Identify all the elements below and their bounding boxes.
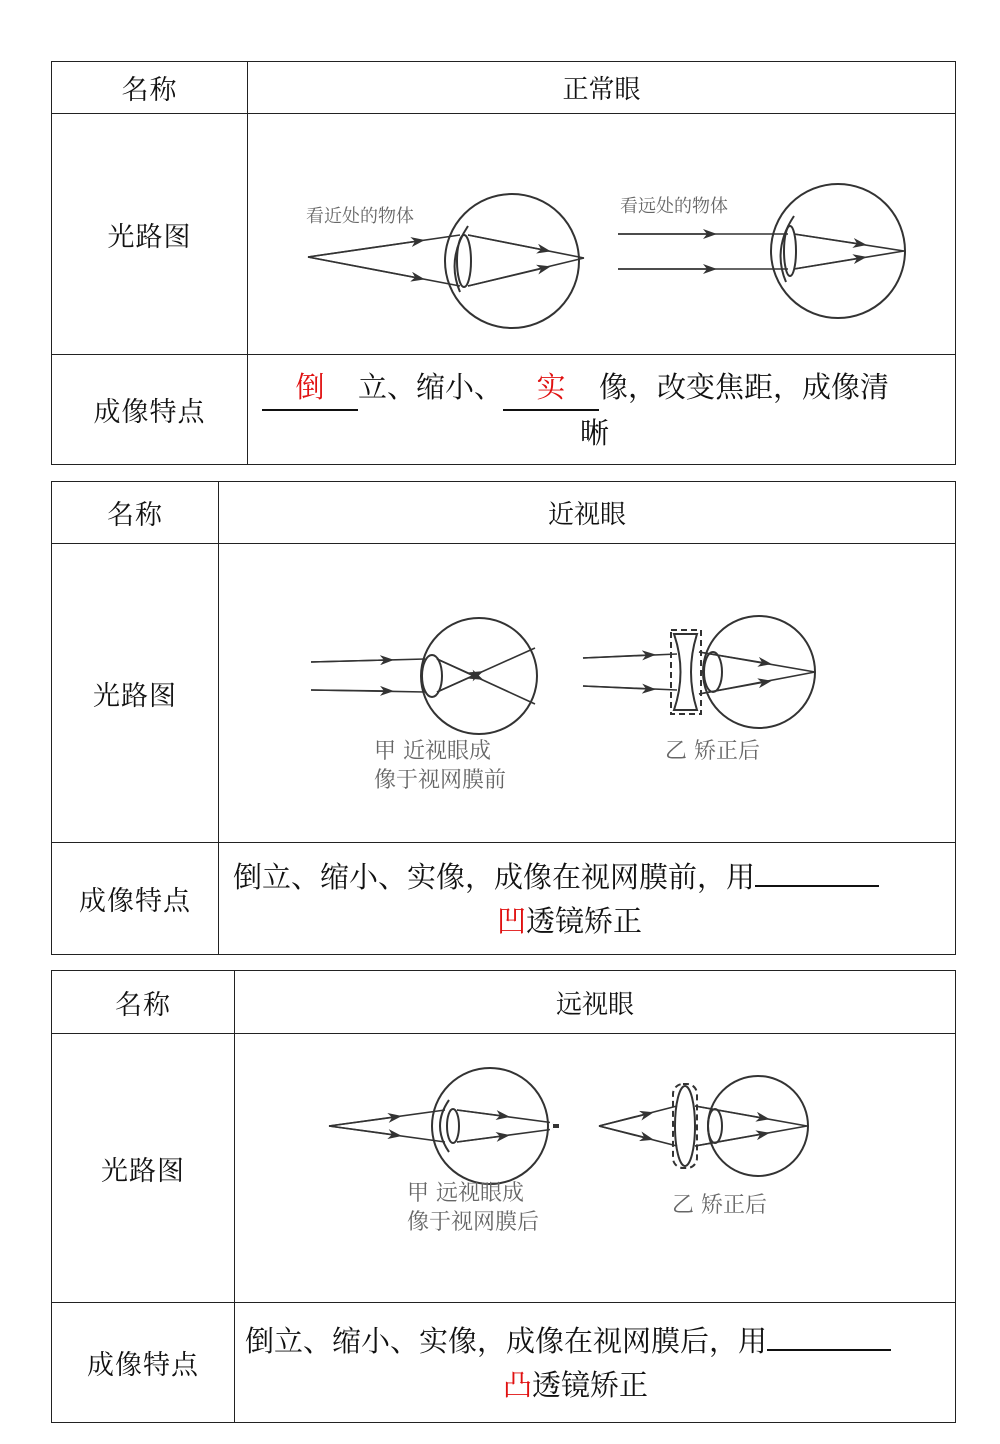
hyperopia-caption-line2: 像于视网膜后 [407, 1210, 540, 1235]
feature-text-line2 [233, 899, 941, 943]
diagram-label: 光路图 [52, 544, 219, 843]
lens-shape [447, 1109, 459, 1143]
convex-lens [675, 1086, 695, 1166]
light-path-diagram-cell [248, 114, 956, 355]
myopia-caption-line1: 甲 近视眼成 [374, 739, 491, 764]
name-label: 名称 [52, 62, 248, 114]
ray-arrow [457, 1110, 503, 1116]
eyeball-shape [771, 184, 905, 318]
feature-text: 像，改变焦距，成像清 [599, 369, 890, 404]
lens-shape [704, 652, 722, 692]
ray-arrow [329, 1117, 395, 1126]
ray-arrow [308, 257, 418, 278]
answer-text: 实 [536, 369, 566, 404]
ray-arrow [311, 690, 387, 691]
corrected-caption: 乙 矫正后 [665, 739, 760, 764]
eyeball-shape [432, 1068, 548, 1184]
myopia-caption-line2: 像于视网膜前 [374, 768, 507, 793]
normal-eye-table [51, 61, 956, 465]
myopia-table [51, 481, 956, 955]
ray-arrow [699, 652, 765, 663]
answer-blank [755, 855, 879, 887]
far-object-caption: 看远处的物体 [620, 196, 728, 217]
ray-arrow [437, 659, 477, 677]
feature-text: 透镜矫正 [526, 903, 643, 938]
normal-eye-diagram [248, 114, 954, 350]
name-label: 名称 [52, 971, 235, 1034]
near-object-caption: 看近处的物体 [306, 206, 414, 227]
features-text [235, 1303, 956, 1423]
ray-arrow [599, 1126, 647, 1138]
ray-arrow [695, 1106, 763, 1118]
ray-arrow [437, 674, 477, 692]
eye-type-title: 近视眼 [219, 482, 956, 544]
ray-arrow [695, 1134, 763, 1146]
feature-text: 倒立、缩小、实像，成像在视网膜后，用 [245, 1323, 768, 1358]
answer-blank [262, 365, 358, 411]
lens-shape [457, 235, 471, 287]
name-label: 名称 [52, 482, 219, 544]
hyperopia-table [51, 970, 956, 1423]
ray-arrow [468, 235, 544, 250]
ray-arrow [583, 655, 649, 658]
features-label: 成像特点 [52, 843, 219, 955]
ray-arrow [583, 686, 649, 689]
lens-shape [708, 1109, 722, 1143]
feature-text: 晰 [580, 415, 610, 450]
answer-blank [503, 365, 599, 411]
eyeball-shape [421, 618, 537, 734]
answer-text: 凸 [503, 1367, 533, 1402]
ray-arrow [599, 1114, 647, 1126]
hyperopia-diagram [235, 1034, 955, 1298]
eyeball-shape [703, 616, 815, 728]
ray-arrow [457, 1136, 503, 1142]
answer-text: 倒 [295, 369, 325, 404]
ray-arrow [468, 268, 544, 286]
eye-type-title: 远视眼 [235, 971, 956, 1034]
ray-arrow [329, 1126, 395, 1135]
eyeball-shape [445, 194, 579, 328]
light-path-diagram-cell [219, 544, 956, 843]
ray-arrow [699, 682, 765, 694]
focus-point [553, 1124, 559, 1128]
features-label: 成像特点 [52, 355, 248, 465]
myopia-diagram [219, 544, 955, 838]
hyperopia-caption-line1: 甲 远视眼成 [407, 1181, 524, 1206]
features-text [219, 843, 956, 955]
ray-arrow [311, 660, 387, 662]
answer-blank [767, 1319, 891, 1351]
features-text [248, 355, 956, 465]
concave-lens [674, 634, 697, 710]
light-path-diagram-cell [235, 1034, 956, 1303]
features-label: 成像特点 [52, 1303, 235, 1423]
eye-type-title: 正常眼 [248, 62, 956, 114]
feature-text: 透镜矫正 [532, 1367, 649, 1402]
ray-arrow [794, 258, 860, 269]
feature-text-line2 [245, 1363, 941, 1407]
feature-text: 倒立、缩小、实像，成像在视网膜前，用 [233, 859, 756, 894]
extended-ray [547, 1122, 553, 1123]
answer-text: 凹 [497, 903, 527, 938]
feature-text: 立、缩小、 [358, 369, 504, 404]
ray-arrow [308, 241, 418, 257]
diagram-label: 光路图 [52, 114, 248, 355]
diagram-label: 光路图 [52, 1034, 235, 1303]
extended-ray [547, 1129, 553, 1130]
ray-arrow [794, 234, 860, 244]
corrected-caption: 乙 矫正后 [672, 1193, 767, 1218]
